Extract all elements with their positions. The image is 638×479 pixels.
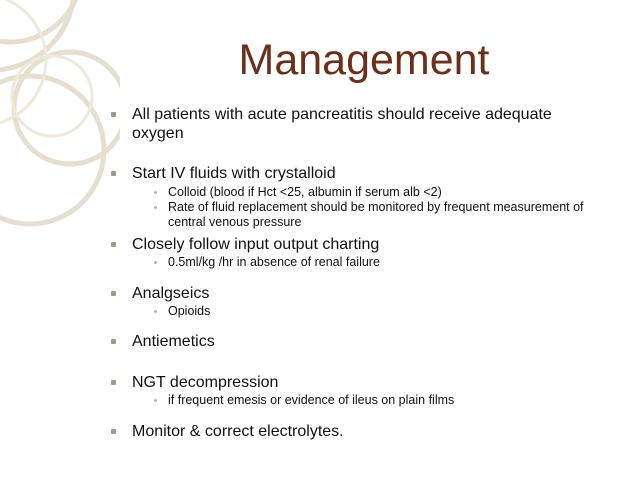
square-bullet-icon	[111, 171, 116, 176]
square-bullet-icon	[111, 339, 116, 344]
dot-bullet-icon	[154, 310, 157, 313]
dot-bullet-icon	[154, 206, 157, 209]
bullet-text: NGT decompression	[132, 374, 279, 391]
bullet-text: All patients with acute pancreatitis should receive adequate oxygen	[132, 106, 552, 142]
sub-bullet-text: Rate of fluid replacement should be monitored by frequent measurement of central venous pressure	[168, 200, 584, 229]
dot-bullet-icon	[154, 261, 157, 264]
bullet-text: Closely follow input output charting	[132, 236, 380, 253]
square-bullet-icon	[111, 242, 116, 247]
bullet-text: Start IV fluids with crystalloid	[132, 165, 336, 182]
slide-title: Management	[238, 36, 490, 84]
sub-bullet-text: Colloid (blood if Hct <25, albumin if serum alb <2)	[168, 185, 442, 199]
square-bullet-icon	[111, 429, 116, 434]
sub-bullet-text: 0.5ml/kg /hr in absence of renal failure	[168, 255, 380, 269]
dot-bullet-icon	[154, 399, 157, 402]
square-bullet-icon	[111, 112, 116, 117]
sub-bullet-text: if frequent emesis or evidence of ileus on plain films	[168, 393, 455, 407]
dot-bullet-icon	[154, 191, 157, 194]
square-bullet-icon	[111, 291, 116, 296]
bullet-text: Monitor & correct electrolytes.	[132, 423, 344, 440]
sub-bullet-text: Opioids	[168, 304, 211, 318]
bullet-text: Antiemetics	[132, 333, 215, 350]
square-bullet-icon	[111, 380, 116, 385]
bullet-text: Analgseics	[132, 285, 210, 302]
